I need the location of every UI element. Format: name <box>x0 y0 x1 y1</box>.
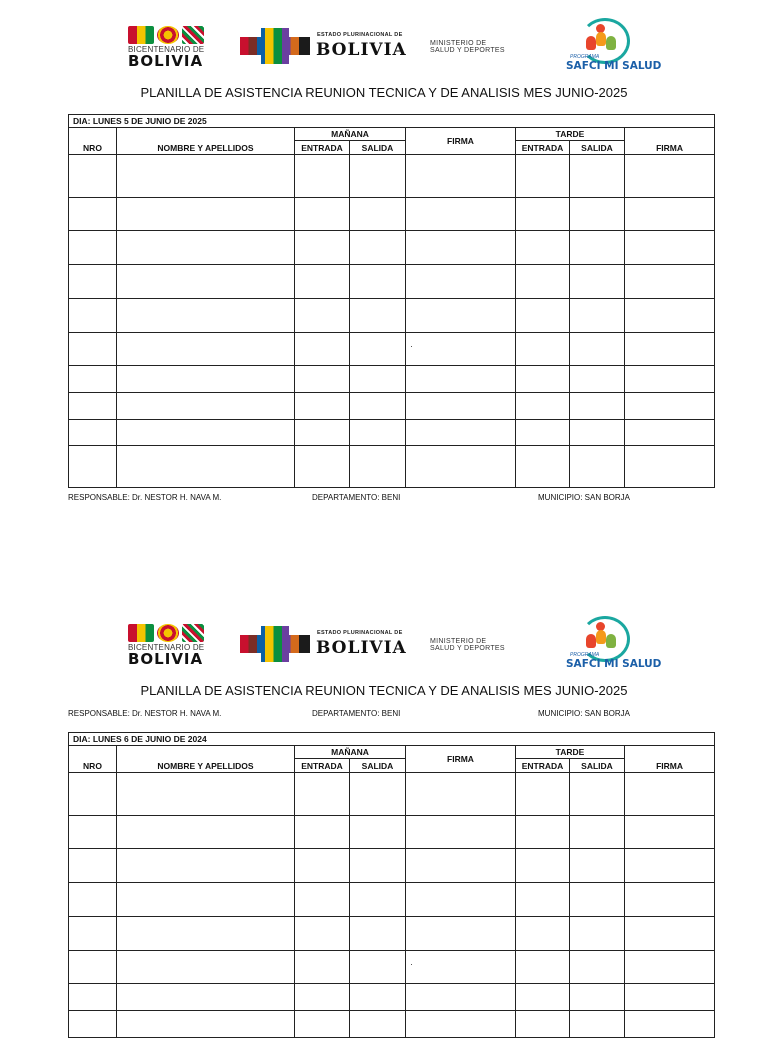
table-row <box>69 155 715 198</box>
table-row <box>69 984 715 1011</box>
table-row <box>69 951 715 984</box>
ministerio-logo <box>430 638 530 652</box>
safci-name: SAFCI MI SALUD <box>566 60 662 72</box>
responsable-label: RESPONSABLE: Dr. NESTOR H. NAVA M. <box>68 709 222 718</box>
header-tarde: TARDE <box>516 128 625 141</box>
ministerio-line-1: MINISTERIO DE <box>430 40 487 47</box>
table-row <box>69 198 715 231</box>
header-nombre: NOMBRE Y APELLIDOS <box>117 746 295 773</box>
day-label: DIA: LUNES 6 DE JUNIO DE 2024 <box>69 733 715 746</box>
chakana-icon <box>240 626 310 662</box>
logo-strip <box>0 16 768 76</box>
safci-name: SAFCI MI SALUD <box>566 658 662 670</box>
table-row <box>69 816 715 849</box>
header-tarde: TARDE <box>516 746 625 759</box>
bicentenario-logo <box>128 624 220 668</box>
header-entrada-tarde: ENTRADA <box>516 141 570 155</box>
header-firma-tarde: FIRMA <box>625 746 715 773</box>
header-salida-tarde: SALIDA <box>570 759 625 773</box>
table-row <box>69 773 715 816</box>
sheet-footer <box>68 709 718 721</box>
attendance-table <box>68 732 715 1038</box>
departamento-label: DEPARTAMENTO: BENI <box>312 493 401 502</box>
sheet-footer <box>68 493 718 505</box>
header-entrada-manana: ENTRADA <box>295 759 350 773</box>
ministerio-logo <box>430 40 530 54</box>
ministerio-line-1: MINISTERIO DE <box>430 638 487 645</box>
bicentenario-word: BOLIVIA <box>128 52 204 70</box>
bicentenario-logo <box>128 26 220 70</box>
header-nombre: NOMBRE Y APELLIDOS <box>117 128 295 155</box>
header-manana: MAÑANA <box>295 746 406 759</box>
responsable-label: RESPONSABLE: Dr. NESTOR H. NAVA M. <box>68 493 222 502</box>
header-salida-tarde: SALIDA <box>570 141 625 155</box>
municipio-label: MUNICIPIO: SAN BORJA <box>538 493 631 502</box>
sheet-title: PLANILLA DE ASISTENCIA REUNION TECNICA Y DE ANALISIS MES JUNIO-2025 <box>140 85 628 100</box>
safci-logo <box>566 16 674 76</box>
estado-word: BOLIVIA <box>316 638 407 658</box>
table-row <box>69 265 715 299</box>
sheet-title: PLANILLA DE ASISTENCIA REUNION TECNICA Y DE ANALISIS MES JUNIO-2025 <box>140 683 628 698</box>
ministerio-line-2: SALUD Y DEPORTES <box>430 645 505 652</box>
header-firma-tarde: FIRMA <box>625 128 715 155</box>
estado-word: BOLIVIA <box>316 40 407 60</box>
ministerio-line-2: SALUD Y DEPORTES <box>430 47 505 54</box>
table-row <box>69 231 715 265</box>
safci-logo <box>566 614 674 674</box>
chakana-icon <box>240 28 310 64</box>
table-row <box>69 393 715 420</box>
logo-strip <box>0 614 768 674</box>
header-entrada-tarde: ENTRADA <box>516 759 570 773</box>
table-row <box>69 917 715 951</box>
municipio-label: MUNICIPIO: SAN BORJA <box>538 709 631 718</box>
header-manana: MAÑANA <box>295 128 406 141</box>
table-row <box>69 446 715 488</box>
estado-plurinacional-logo <box>240 26 416 66</box>
header-nro: NRO <box>69 746 117 773</box>
bicentenario-caption: BICENTENARIO DE <box>128 45 205 54</box>
table-row <box>69 420 715 446</box>
safci-program: PROGRAMA <box>570 652 600 658</box>
estado-caption: ESTADO PLURINACIONAL DE <box>317 32 403 38</box>
departamento-label: DEPARTAMENTO: BENI <box>312 709 401 718</box>
attendance-table <box>68 114 715 488</box>
header-entrada-manana: ENTRADA <box>295 141 350 155</box>
table-row <box>69 366 715 393</box>
safci-program: PROGRAMA <box>570 54 600 60</box>
table-row <box>69 883 715 917</box>
header-firma-manana: FIRMA <box>406 746 516 773</box>
bicentenario-caption: BICENTENARIO DE <box>128 643 205 652</box>
header-salida-manana: SALIDA <box>350 141 406 155</box>
estado-plurinacional-logo <box>240 624 416 664</box>
table-row <box>69 299 715 333</box>
table-row <box>69 333 715 366</box>
header-nro: NRO <box>69 128 117 155</box>
table-row <box>69 1011 715 1038</box>
header-salida-manana: SALIDA <box>350 759 406 773</box>
table-row <box>69 849 715 883</box>
estado-caption: ESTADO PLURINACIONAL DE <box>317 630 403 636</box>
day-label: DIA: LUNES 5 DE JUNIO DE 2025 <box>69 115 715 128</box>
bicentenario-word: BOLIVIA <box>128 650 204 668</box>
header-firma-manana: FIRMA <box>406 128 516 155</box>
